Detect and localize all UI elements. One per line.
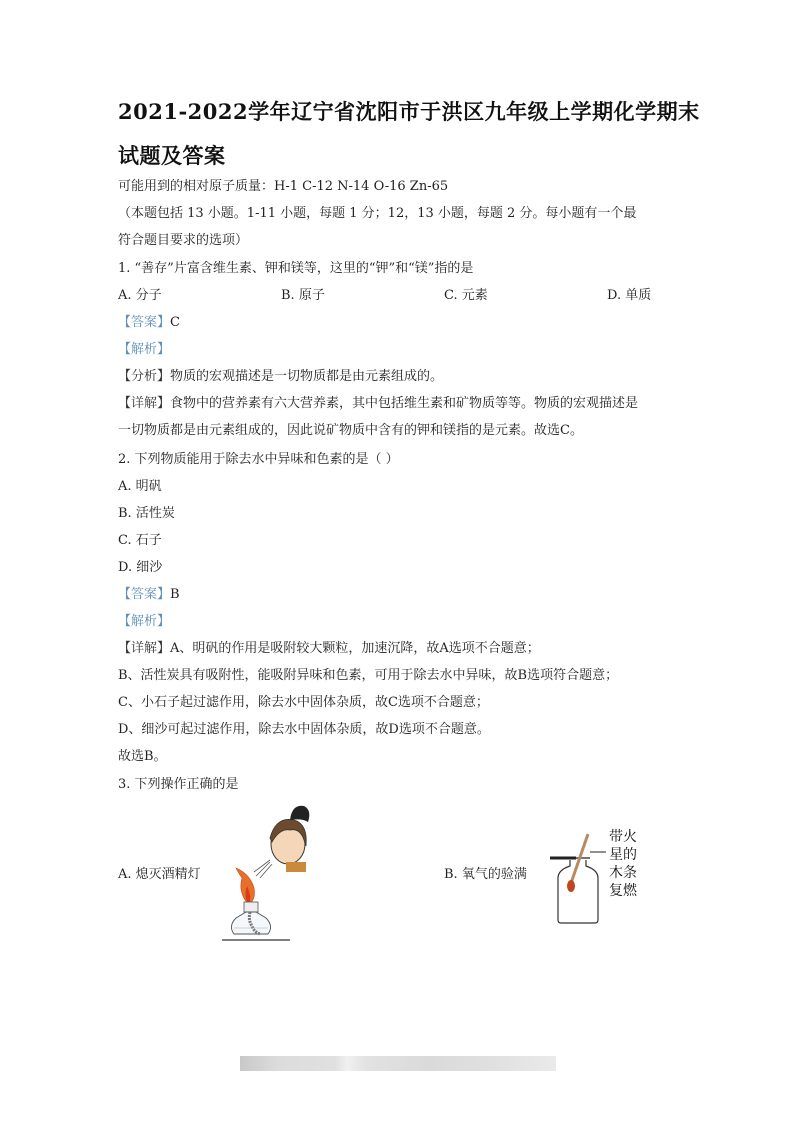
label-line-4: 复燃 xyxy=(609,883,637,899)
label-line-3: 木条 xyxy=(609,865,637,881)
answer-value: B xyxy=(170,587,180,602)
oxygen-test-label xyxy=(609,828,637,900)
q3-option-b: B. 氧气的验满 xyxy=(444,867,527,882)
q1-option-b: B. 原子 xyxy=(281,288,325,303)
q1-option-c: C. 元素 xyxy=(444,288,488,303)
xiangjie-tag: 【详解】 xyxy=(118,641,171,656)
q2-conclusion: 故选B。 xyxy=(118,749,167,764)
xiangjie-text: 食物中的营养素有六大营养素，其中包括维生素和矿物质等等。物质的宏观描述是 xyxy=(170,396,639,411)
q2-analysis-tag: 【解析】 xyxy=(118,614,171,629)
section-note-line2: 符合题目要求的选项） xyxy=(118,233,249,248)
fenxi-text: 物质的宏观描述是一切物质都是由元素组成的。 xyxy=(170,369,444,384)
answer-tag: 【答案】 xyxy=(118,587,171,602)
q1-stem: 1. “善存”片富含维生素、钾和镁等，这里的“钾”和“镁”指的是 xyxy=(118,261,474,276)
q1-option-d: D. 单质 xyxy=(607,288,652,303)
q1-fenxi xyxy=(118,368,443,386)
alcohol-lamp-illustration xyxy=(220,802,320,944)
xiangjie-tag: 【详解】 xyxy=(118,396,171,411)
label-line-2: 星的 xyxy=(609,847,637,863)
q1-answer xyxy=(118,314,180,332)
oxygen-test-illustration xyxy=(550,830,610,926)
document-title-line2: 试题及答案 xyxy=(118,143,226,168)
q3-stem: 3. 下列操作正确的是 xyxy=(118,777,239,792)
q1-analysis-tag: 【解析】 xyxy=(118,342,171,357)
q2-explain-c: C、小石子起过滤作用，除去水中固体杂质，故C选项不合题意； xyxy=(118,695,489,710)
answer-tag: 【答案】 xyxy=(118,315,171,330)
q2-option-a: A. 明矾 xyxy=(118,479,162,494)
explain-text: A、明矾的作用是吸附较大颗粒，加速沉降，故A选项不合题意； xyxy=(170,641,540,656)
document-title-line1: 2021-2022学年辽宁省沈阳市于洪区九年级上学期化学期末 xyxy=(118,99,700,124)
q2-explain-a xyxy=(118,640,540,658)
q2-stem: 2. 下列物质能用于除去水中异味和色素的是（ ） xyxy=(118,452,399,467)
q3-option-a: A. 熄灭酒精灯 xyxy=(118,867,201,882)
blurred-watermark xyxy=(240,1056,556,1071)
atomic-masses: 可能用到的相对原子质量：H-1 C-12 N-14 O-16 Zn-65 xyxy=(118,179,449,194)
q2-explain-b: B、活性炭具有吸附性，能吸附异味和色素，可用于除去水中异味，故B选项符合题意； xyxy=(118,668,619,683)
q2-explain-d: D、细沙可起过滤作用，除去水中固体杂质，故D选项不合题意。 xyxy=(118,722,490,737)
q2-option-d: D. 细沙 xyxy=(118,560,163,575)
q2-option-c: C. 石子 xyxy=(118,533,162,548)
section-note-line1: （本题包括 13 小题。1-11 小题，每题 1 分；12，13 小题，每题 2 分。每小题有一个最 xyxy=(118,206,637,221)
q2-answer xyxy=(118,586,180,604)
label-line-1: 带火 xyxy=(609,829,637,845)
q2-option-b: B. 活性炭 xyxy=(118,506,175,521)
fenxi-tag: 【分析】 xyxy=(118,369,171,384)
q1-xiangjie-line2: 一切物质都是由元素组成的，因此说矿物质中含有的钾和镁指的是元素。故选C。 xyxy=(118,423,583,438)
q1-xiangjie-line1 xyxy=(118,395,638,413)
q1-option-a: A. 分子 xyxy=(118,288,162,303)
answer-value: C xyxy=(170,315,180,330)
